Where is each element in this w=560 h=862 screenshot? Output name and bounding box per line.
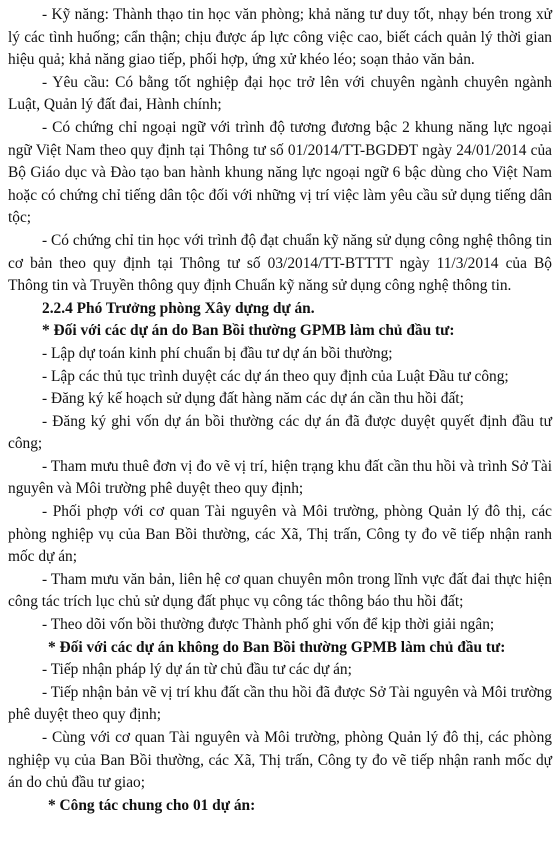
list-item: - Đăng ký ghi vốn dự án bồi thường các dự án đã được duyệt quyết định đầu tư công; bbox=[8, 412, 552, 453]
list-item: - Tham mưu thuê đơn vị đo vẽ vị trí, hiện trạng khu đất cần thu hồi và trình Sở Tài nguyên và Môi trường phê duyệt theo quy định; bbox=[8, 457, 552, 498]
list-item: - Đăng ký kế hoạch sử dụng đất hàng năm các dự án cần thu hồi đất; bbox=[42, 390, 464, 408]
section-heading: 2.2.4 Phó Trưởng phòng Xây dựng dự án. bbox=[42, 299, 315, 317]
paragraph-language-certificate: - Có chứng chỉ ngoại ngữ với trình độ tương đương bậc 2 khung năng lực ngoại ngữ Việt Nam theo quy định tại Thông tư số 01/2014/TT-BGDĐT ngày 24/01/2014 của Bộ Giáo dục và Đào tạo ban hành khung năng lực ngoại ngữ 6 bậc dùng cho Việt Nam hoặc có chứng chỉ tiếng dân tộc đối với những vị trí việc làm yêu cầu sử dụng tiếng dân tộc; bbox=[8, 118, 552, 227]
subsection-heading-common-tasks: * Công tác chung cho 01 dự án: bbox=[48, 796, 256, 814]
list-item: - Tham mưu văn bản, liên hệ cơ quan chuyên môn trong lĩnh vực đất đai thực hiện công tác trích lục chủ sử dụng đất phục vụ công tác thông báo thu hồi đất; bbox=[8, 570, 552, 611]
paragraph-it-certificate: - Có chứng chỉ tin học với trình độ đạt chuẩn kỹ năng sử dụng công nghệ thông tin cơ bản theo quy định tại Thông tư số 03/2014/TT-BTTTT ngày 11/3/2014 của Bộ Thông tin và Truyền thông quy định Chuẩn kỹ năng sử dụng công nghệ thông tin. bbox=[8, 231, 552, 295]
list-item: - Lập các thủ tục trình duyệt các dự án theo quy định của Luật Đầu tư công; bbox=[42, 367, 509, 385]
paragraph-requirements: - Yêu cầu: Có bằng tốt nghiệp đại học trở lên với chuyên ngành chuyên ngành Luật, Quản lý đất đai, Hành chính; bbox=[8, 73, 552, 114]
list-item: - Tiếp nhận pháp lý dự án từ chủ đầu tư các dự án; bbox=[42, 661, 352, 679]
subsection-heading-other-projects: * Đối với các dự án không do Ban Bồi thường GPMB làm chủ đầu tư: bbox=[48, 638, 506, 656]
list-item: - Phối phợp với cơ quan Tài nguyên và Môi trường, phòng Quản lý đô thị, các phòng nghiệp vụ của Ban Bồi thường, các Xã, Thị trấn, Công ty đo vẽ tiếp nhận ranh mốc dự án; bbox=[8, 503, 552, 566]
list-item: - Cùng với cơ quan Tài nguyên và Môi trường, phòng Quản lý đô thị, các phòng nghiệp vụ của Ban Bồi thường, các Xã, Thị trấn, Công ty đo vẽ tiếp nhận ranh mốc dự án do chủ đầu tư giao; bbox=[8, 729, 552, 792]
list-item: - Theo dõi vốn bồi thường được Thành phố ghi vốn để kịp thời giải ngân; bbox=[42, 616, 495, 634]
paragraph-skills: - Kỹ năng: Thành thạo tin học văn phòng; khả năng tư duy tốt, nhạy bén trong xử lý các tình huống; cẩn thận; chịu được áp lực công việc cao, biết cách quản lý thời gian hiệu quả; khả năng giao tiếp, phối hợp, ứng xử khéo léo; soạn thảo văn bản. bbox=[8, 6, 552, 69]
list-item: - Tiếp nhận bản vẽ vị trí khu đất cần thu hồi đã được Sở Tài nguyên và Môi trường phê duyệt theo quy định; bbox=[8, 683, 552, 724]
subsection-heading-own-projects: * Đối với các dự án do Ban Bồi thường GPMB làm chủ đầu tư: bbox=[42, 322, 455, 340]
list-item: - Lập dự toán kinh phí chuẩn bị đầu tư dự án bồi thường; bbox=[42, 344, 393, 362]
